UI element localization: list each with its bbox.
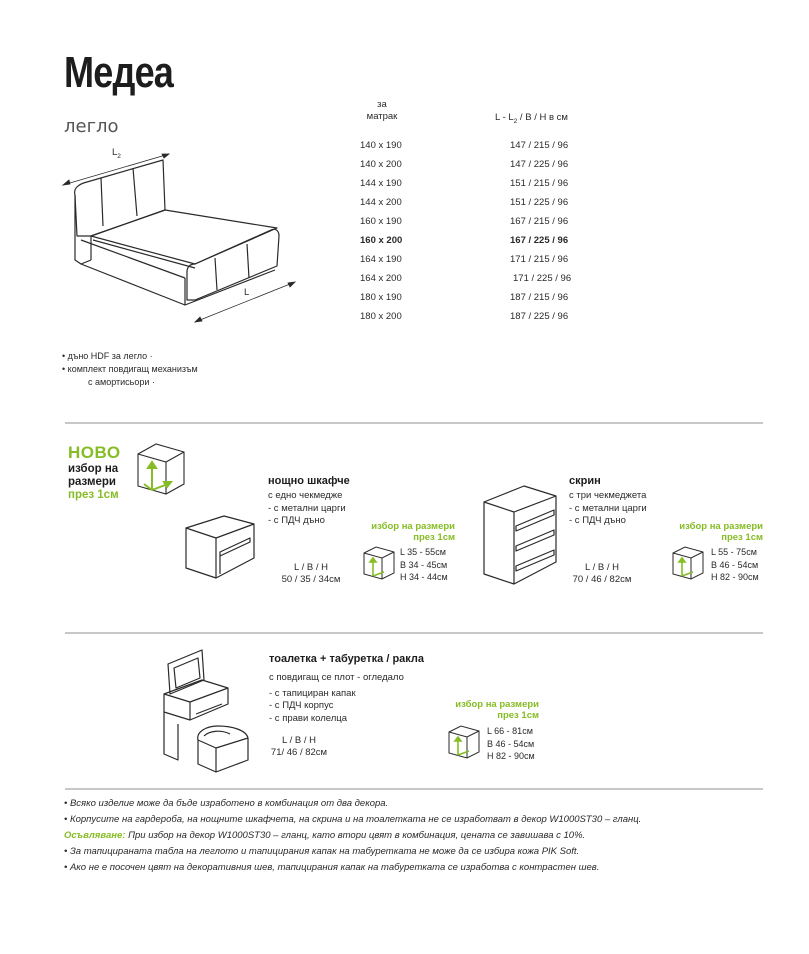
table-cell-dims: 171 / 225 / 96 [513, 273, 572, 284]
table-cell-dims: 167 / 215 / 96 [510, 216, 569, 227]
nightstand-features [268, 490, 346, 528]
feature-item: с амортисьори · [88, 377, 155, 387]
dims-column-header: L - $L_2$ / B / H в см [495, 112, 568, 125]
table-cell-mattress: 144 x 190 [360, 178, 402, 189]
table-cell-dims: 151 / 215 / 96 [510, 178, 569, 189]
divider [65, 632, 763, 634]
novo-badge: НОВО избор на размери през 1см [68, 443, 121, 501]
dresser-illustration [482, 482, 562, 586]
vanity-size-range: L 66 - 81см B 46 - 54см H 82 - 90см [487, 726, 535, 761]
table-cell-dims: 147 / 225 / 96 [510, 159, 569, 170]
vanity-dims: L / B / H 71/ 46 / 82см [270, 735, 328, 758]
table-cell-dims-highlight: 167 / 225 / 96 [510, 235, 569, 246]
vanity-size-choice-title: избор на размери през 1см [455, 699, 539, 721]
table-cell-mattress: 180 x 190 [360, 292, 402, 303]
resize-cube-icon [447, 722, 481, 762]
feature-item: с повдигащ се плот - огледало [269, 672, 404, 683]
resize-cube-icon [671, 543, 705, 583]
feature-item: - с ПДЧ корпус [269, 700, 334, 711]
footnote-warning: Осъвляване: При избор на декор W1000ST30 – гланц, като втори цвят в комбинация, цената се завишава с 10%. [64, 830, 586, 841]
vanity-title: тоалетка + табуретка / ракла [269, 653, 425, 665]
feature-item: - с ПДЧ дъно [569, 515, 626, 526]
footnotes [64, 796, 641, 876]
dresser-dims: L / B / H 70 / 46 / 82см [572, 562, 632, 585]
feature-item: - с метални царги [268, 502, 346, 514]
footnote: • Корпусите на гардероба, на нощните шкафчета, на скрина и на тоалетката не се изработват в декор W1000ST30 – гланц. [64, 814, 642, 825]
nightstand-dims: L / B / H 50 / 35 / 34см [281, 562, 341, 585]
table-cell-dims: 187 / 225 / 96 [510, 311, 569, 322]
nightstand-illustration [184, 512, 264, 582]
page-subtitle: легло [64, 116, 119, 137]
divider [65, 422, 763, 424]
vanity-illustration [160, 644, 250, 774]
page-title: Медеа [64, 48, 174, 97]
footnote: • Ако не е посочен цвят на декоративния шев, тапицирания капак на табуретката се изработва с контрастен шев. [64, 862, 600, 873]
feature-item: • дъно HDF за легло · [62, 351, 153, 361]
footnote: • За тапицираната табла на леглото и тапицирания капак на табуретката не може да се избира кожа PIK Soft. [64, 846, 580, 857]
mattress-column-header: за матрак [366, 99, 398, 122]
vanity-features [269, 672, 404, 725]
table-cell-mattress: 160 x 190 [360, 216, 402, 227]
dresser-size-range: L 55 - 75см B 46 - 54см H 82 - 90см [711, 547, 759, 582]
resize-cube-icon [134, 438, 190, 500]
table-cell-dims: 171 / 215 / 96 [510, 254, 569, 265]
nightstand-size-choice-title: избор на размери през 1см [371, 521, 455, 543]
dresser-title: скрин [569, 475, 601, 487]
bed-illustration [55, 140, 305, 330]
bed-features [62, 350, 198, 389]
nightstand-size-range: L 35 - 55см B 34 - 45см H 34 - 44см [400, 547, 448, 582]
dresser-features [569, 490, 647, 528]
feature-item: с три чекмеджета [569, 490, 647, 501]
nightstand-title: нощно шкафче [268, 475, 350, 487]
feature-item: - с прави колелца [269, 712, 348, 724]
resize-cube-icon [362, 543, 396, 583]
feature-item: - с метални царги [569, 502, 647, 514]
divider [65, 788, 763, 790]
dim-l2-label: $L_2$ [112, 147, 121, 160]
feature-item: - с ПДЧ дъно [268, 515, 325, 526]
table-cell-dims: 151 / 225 / 96 [510, 197, 569, 208]
table-cell-mattress: 140 x 190 [360, 140, 402, 151]
table-cell-mattress: 164 x 190 [360, 254, 402, 265]
feature-item: - с тапициран капак [269, 687, 356, 699]
table-cell-mattress: 140 x 200 [360, 159, 402, 170]
feature-item: • комплект повдигащ механизъм [62, 364, 198, 374]
table-cell-mattress: 164 x 200 [360, 273, 402, 284]
dresser-size-choice-title: избор на размери през 1см [679, 521, 763, 543]
footnote: • Всяко изделие може да бъде изработено в комбинация от два декора. [64, 798, 389, 809]
feature-item: с едно чекмедже [268, 490, 343, 501]
table-cell-mattress-highlight: 160 x 200 [360, 235, 403, 246]
table-cell-dims: 147 / 215 / 96 [510, 140, 569, 151]
table-cell-mattress: 144 x 200 [360, 197, 402, 208]
table-cell-dims: 187 / 215 / 96 [510, 292, 569, 303]
table-cell-mattress: 180 x 200 [360, 311, 402, 322]
dim-l-label: L [244, 287, 250, 298]
